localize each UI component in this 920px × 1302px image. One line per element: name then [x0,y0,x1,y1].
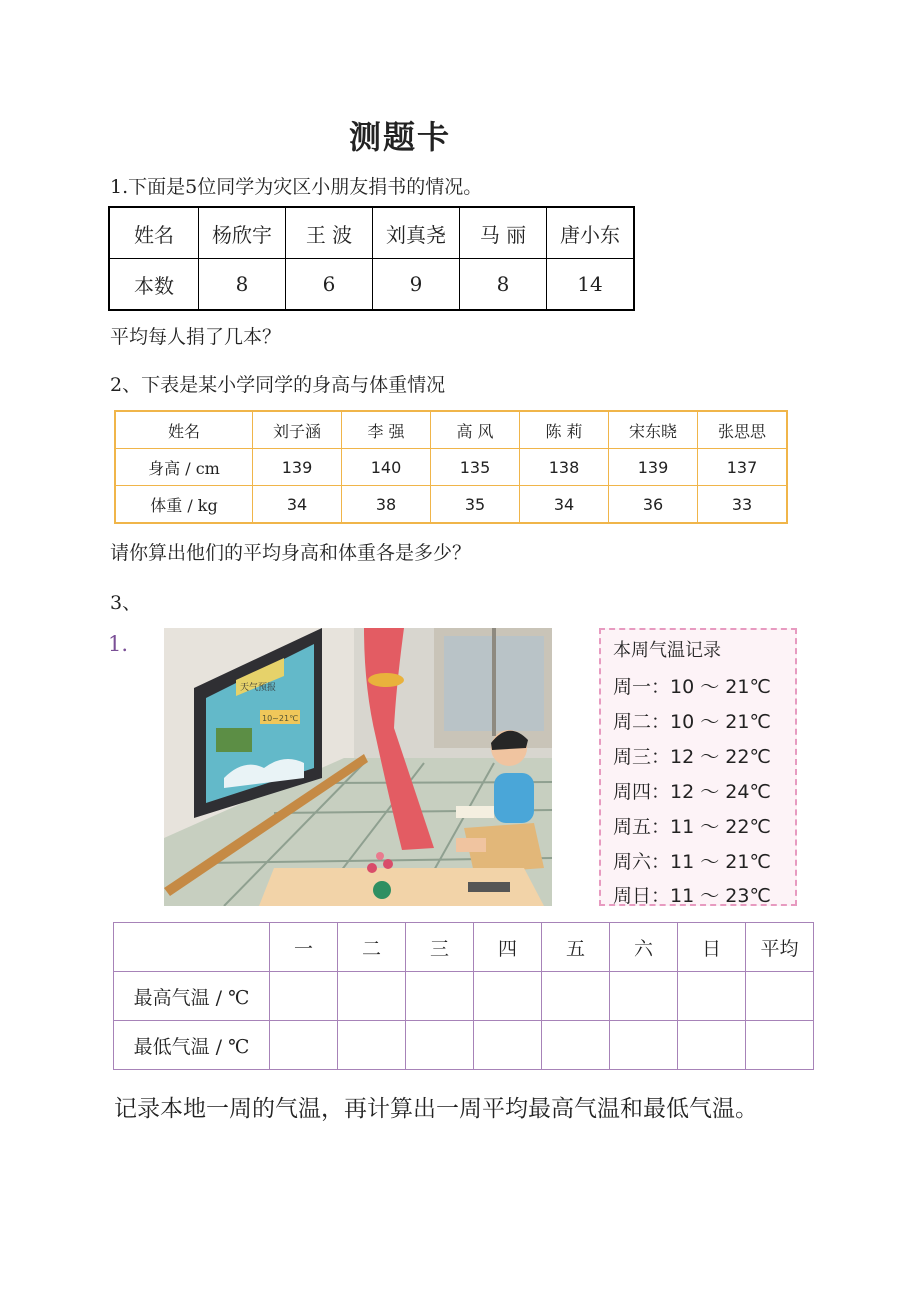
table-cell: 杨欣宇 [199,207,286,259]
table-cell: 刘子涵 [253,411,342,449]
table-cell: 最高气温 / ℃ [114,972,270,1021]
table-cell: 六 [610,923,678,972]
table-row [115,486,787,524]
table-cell: 138 [520,449,609,486]
table-row [115,449,787,486]
temp-record: 周一：10 ～ 21℃ [613,676,771,698]
temperature-entry-table [113,922,814,1070]
temp-record: 周日：11 ～ 23℃ [613,885,771,907]
table-cell: 135 [431,449,520,486]
table-cell: 四 [474,923,542,972]
table-cell: 马 丽 [460,207,547,259]
blank-cell[interactable] [406,972,474,1021]
donation-table [108,206,635,311]
table-cell: 38 [342,486,431,524]
table-cell: 本数 [109,259,199,311]
table-cell: 五 [542,923,610,972]
table-cell: 刘真尧 [373,207,460,259]
table-row [114,1021,814,1070]
blank-cell[interactable] [610,1021,678,1070]
blank-cell[interactable] [338,1021,406,1070]
table-cell: 33 [698,486,788,524]
temp-record: 周三：12 ～ 22℃ [613,746,771,768]
q3-sub-label: 1. [108,632,129,656]
table-cell: 139 [609,449,698,486]
table-cell: 二 [338,923,406,972]
blank-cell[interactable] [270,1021,338,1070]
q2-question: 请你算出他们的平均身高和体重各是多少？ [110,542,472,564]
blank-cell[interactable] [474,972,542,1021]
table-cell: 姓名 [109,207,199,259]
blank-cell[interactable] [678,1021,746,1070]
table-cell: 姓名 [115,411,253,449]
table-cell: 8 [199,259,286,311]
q2-prompt: 2、下表是某小学同学的身高与体重情况 [110,374,446,396]
temp-record: 周二：10 ～ 21℃ [613,711,771,733]
table-row [114,972,814,1021]
page-title: 测题卡 [348,118,451,156]
temp-record: 周六：11 ～ 21℃ [613,851,771,873]
table-cell: 张思思 [698,411,788,449]
table-cell: 高 风 [431,411,520,449]
table-cell: 140 [342,449,431,486]
height-weight-table [114,410,788,524]
q3-label: 3、 [110,592,142,614]
blank-cell[interactable] [406,1021,474,1070]
q1-question: 平均每人捐了几本？ [110,326,282,348]
table-cell: 唐小东 [547,207,635,259]
q1-prompt: 1.下面是5位同学为灾区小朋友捐书的情况。 [110,176,483,198]
table-cell: 日 [678,923,746,972]
table-cell: 宋东晓 [609,411,698,449]
table-cell: 139 [253,449,342,486]
weekly-temperature-box [599,628,797,906]
table-cell: 体重 / kg [115,486,253,524]
blank-cell[interactable] [542,972,610,1021]
table-row [109,207,634,259]
table-row [109,259,634,311]
temp-record: 周五：11 ～ 22℃ [613,816,771,838]
table-cell: 8 [460,259,547,311]
weather-tv-illustration [164,628,552,906]
blank-cell[interactable] [542,1021,610,1070]
table-cell: 34 [253,486,342,524]
blank-cell[interactable] [338,972,406,1021]
table-row [115,411,787,449]
table-cell: 137 [698,449,788,486]
table-cell: 平均 [746,923,814,972]
temp-record: 周四：12 ～ 24℃ [613,781,771,803]
table-cell: 陈 莉 [520,411,609,449]
blank-cell[interactable] [746,972,814,1021]
table-cell: 14 [547,259,635,311]
blank-cell[interactable] [610,972,678,1021]
table-cell: 一 [270,923,338,972]
table-cell: 36 [609,486,698,524]
table-row [114,923,814,972]
table-cell: 三 [406,923,474,972]
table-cell: 李 强 [342,411,431,449]
temp-box-title: 本周气温记录 [613,640,721,661]
table-cell: 34 [520,486,609,524]
table-cell: 王 波 [286,207,373,259]
table-cell: 6 [286,259,373,311]
blank-cell[interactable] [474,1021,542,1070]
tv-temp: 10~21℃ [262,714,299,723]
table-cell: 35 [431,486,520,524]
blank-cell[interactable] [678,972,746,1021]
blank-cell[interactable] [746,1021,814,1070]
table-cell: 身高 / cm [115,449,253,486]
blank-cell[interactable] [270,972,338,1021]
table-cell [114,923,270,972]
table-cell: 最低气温 / ℃ [114,1021,270,1070]
table-cell: 9 [373,259,460,311]
q3-instruction: 记录本地一周的气温，再计算出一周平均最高气温和最低气温。 [114,1096,758,1122]
tv-title: 天气预报 [240,683,277,693]
